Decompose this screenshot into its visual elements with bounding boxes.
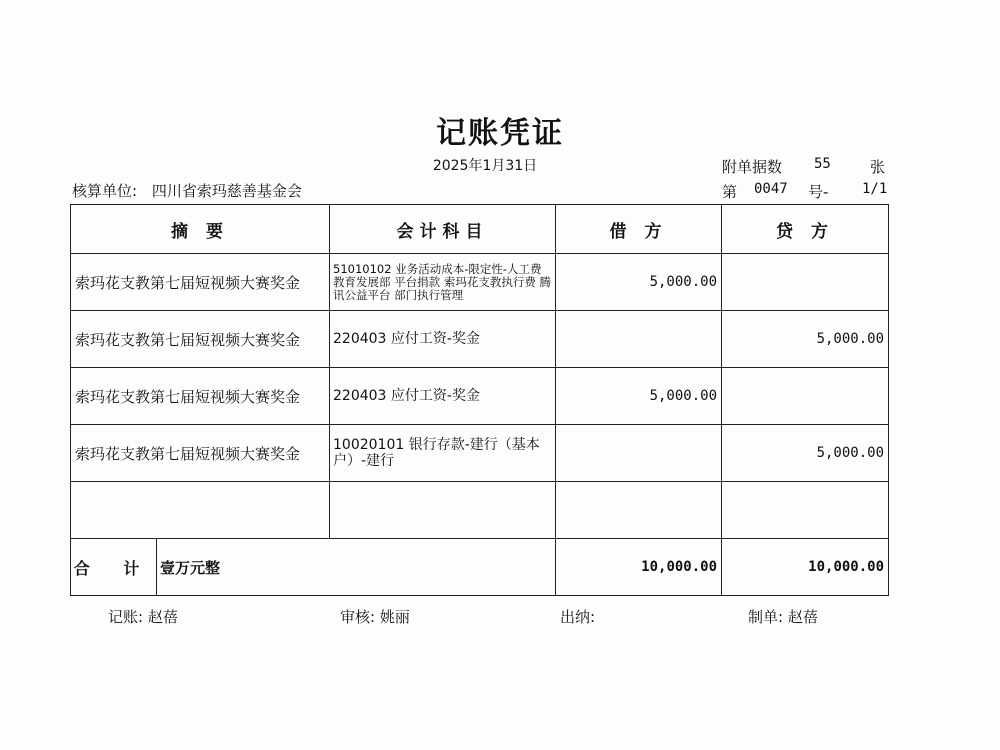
- table-row-empty: [71, 482, 889, 539]
- row-credit: 5,000.00: [722, 425, 889, 482]
- row-summary: [71, 482, 330, 539]
- row-credit: [722, 482, 889, 539]
- total-debit: 10,000.00: [556, 539, 722, 596]
- row-debit: 5,000.00: [556, 254, 722, 311]
- total-label: 合 计: [71, 539, 157, 596]
- voucher-number-value: 0047: [754, 181, 788, 197]
- voucher-number-suffix: 号-: [808, 183, 829, 201]
- attachments-count: 55: [814, 156, 831, 172]
- signature-reviewer: 审核: 姚丽: [340, 608, 410, 626]
- row-subject: [330, 482, 556, 539]
- row-subject: 51010102 业务活动成本-限定性-人工费 教育发展部 平台捐款 索玛花支教执行费 腾讯公益平台 部门执行管理: [330, 254, 556, 311]
- row-summary: 索玛花支教第七届短视频大赛奖金: [71, 311, 330, 368]
- signature-preparer: 制单: 赵蓓: [748, 608, 818, 626]
- voucher-title: 记账凭证: [436, 116, 564, 151]
- table-header-row: [71, 205, 889, 254]
- row-summary: 索玛花支教第七届短视频大赛奖金: [71, 368, 330, 425]
- header-subject: 会计科目: [330, 205, 556, 254]
- row-subject: 220403 应付工资-奖金: [330, 311, 556, 368]
- row-subject: 10020101 银行存款-建行（基本户）-建行: [330, 425, 556, 482]
- signature-bookkeeper: 记账: 赵蓓: [108, 608, 178, 626]
- row-subject: 220403 应付工资-奖金: [330, 368, 556, 425]
- table-row: [71, 254, 889, 311]
- voucher-page: 1/1: [862, 181, 888, 197]
- row-debit: [556, 311, 722, 368]
- attachments-label: 附单据数: [722, 158, 783, 176]
- table-row: [71, 425, 889, 482]
- row-debit: [556, 482, 722, 539]
- accounting-unit-label: 核算单位:: [72, 182, 138, 200]
- header-debit: 借 方: [556, 205, 722, 254]
- row-debit: 5,000.00: [556, 368, 722, 425]
- voucher-date: 2025年1月31日: [432, 158, 538, 174]
- accounting-unit-value: 四川省索玛慈善基金会: [151, 182, 302, 200]
- signature-cashier: 出纳:: [560, 608, 596, 626]
- total-row: [71, 539, 889, 596]
- accounting-unit: [72, 180, 302, 201]
- row-summary: 索玛花支教第七届短视频大赛奖金: [71, 254, 330, 311]
- header-summary: 摘 要: [71, 205, 330, 254]
- table-row: [71, 311, 889, 368]
- row-credit: 5,000.00: [722, 311, 889, 368]
- total-credit: 10,000.00: [722, 539, 889, 596]
- table-row: [71, 368, 889, 425]
- row-debit: [556, 425, 722, 482]
- header-credit: 贷 方: [722, 205, 889, 254]
- voucher-number-prefix: 第: [722, 183, 738, 201]
- row-credit: [722, 368, 889, 425]
- attachments-unit: 张: [870, 158, 886, 176]
- voucher-table: [70, 204, 889, 596]
- total-amount-words: 壹万元整: [157, 539, 556, 596]
- row-credit: [722, 254, 889, 311]
- row-summary: 索玛花支教第七届短视频大赛奖金: [71, 425, 330, 482]
